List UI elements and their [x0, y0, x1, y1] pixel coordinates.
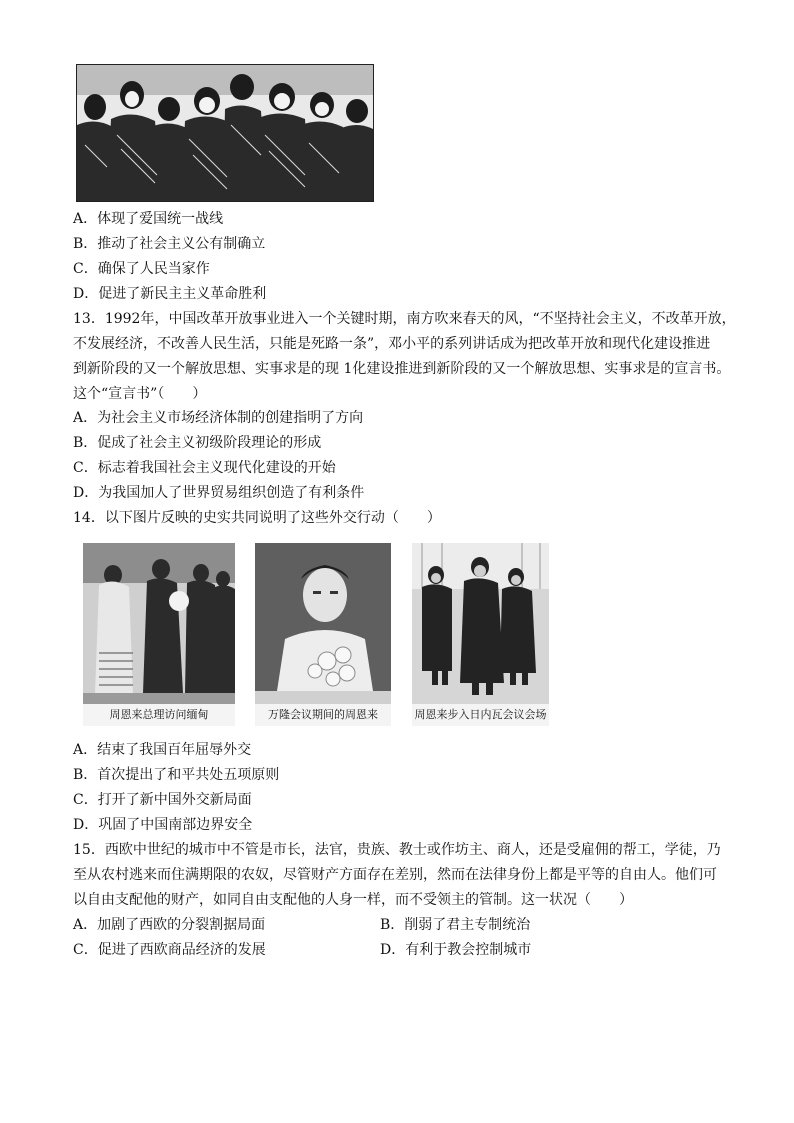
- photo-caption: 周恩来总理访问缅甸: [83, 704, 235, 726]
- photo-caption: 周恩来步入日内瓦会议会场: [412, 704, 549, 726]
- q13-option-d: D．为我国加人了世界贸易组织创造了有利条件: [73, 485, 365, 501]
- q14-option-a: A．结束了我国百年屈辱外交: [73, 742, 252, 758]
- q14-option-c: C．打开了新中国外交新局面: [73, 792, 252, 808]
- crowd-woodcut-image: [76, 64, 374, 202]
- q14-option-d: D．巩固了中国南部边界安全: [73, 817, 253, 833]
- q13-option-a: A．为社会主义市场经济体制的创建指明了方向: [73, 410, 364, 426]
- q12-option-b: B．推动了社会主义公有制确立: [73, 236, 266, 252]
- q15-stem-line-2: 至从农村逃来而住满期限的农奴，尽管财产方面存在差别，然而在法律身份上都是平等的自由人。他们可: [73, 867, 717, 883]
- q13-stem-line-4: 这个“宣言书”（ ）: [73, 386, 207, 402]
- q15-stem-line-1: 15．西欧中世纪的城市中不管是市长，法官，贵族、教士或作坊主、商人，还是受雇佣的帮工，学徒，乃: [73, 842, 721, 858]
- q12-option-c: C．确保了人民当家作: [73, 261, 210, 277]
- q13-stem-line-3: 到新阶段的又一个解放思想、实事求是的现 1化建设推进到新阶段的又一个解放思想、实事求是的宣言书。: [73, 361, 731, 377]
- photo-bandung-conference: [255, 543, 391, 726]
- q14-option-b: B．首次提出了和平共处五项原则: [73, 767, 280, 783]
- q15-option-c: C．促进了西欧商品经济的发展: [73, 942, 266, 958]
- q14-stem: 14．以下图片反映的史实共同说明了这些外交行动（ ）: [73, 510, 441, 526]
- photo-geneva-conference: [412, 543, 549, 726]
- photo-caption: 万隆会议期间的周恩来: [255, 704, 391, 726]
- q12-option-a: A．体现了爱国统一战线: [73, 211, 224, 227]
- q13-stem-line-2: 不发展经济，不改善人民生活，只能是死路一条”，邓小平的系列讲话成为把改革开放和现代化建设推进: [73, 336, 711, 352]
- q15-stem-line-3: 以自由支配他的财产，如同自由支配他的人身一样，而不受领主的管制。这一状况（ ）: [73, 892, 633, 908]
- q15-option-b: B．削弱了君主专制统治: [380, 917, 531, 933]
- q15-option-a: A．加剧了西欧的分裂割据局面: [73, 917, 266, 933]
- photo-burma-visit: [83, 543, 235, 726]
- q15-option-d: D．有利于教会控制城市: [380, 942, 532, 958]
- q13-option-c: C．标志着我国社会主义现代化建设的开始: [73, 460, 336, 476]
- q12-option-d: D．促进了新民主主义革命胜利: [73, 286, 267, 302]
- q13-stem-line-1: 13．1992年，中国改革开放事业进入一个关键时期，南方吹来春天的风，“不坚持社会主义，不改革开放，: [73, 311, 736, 327]
- q13-option-b: B．促成了社会主义初级阶段理论的形成: [73, 435, 322, 451]
